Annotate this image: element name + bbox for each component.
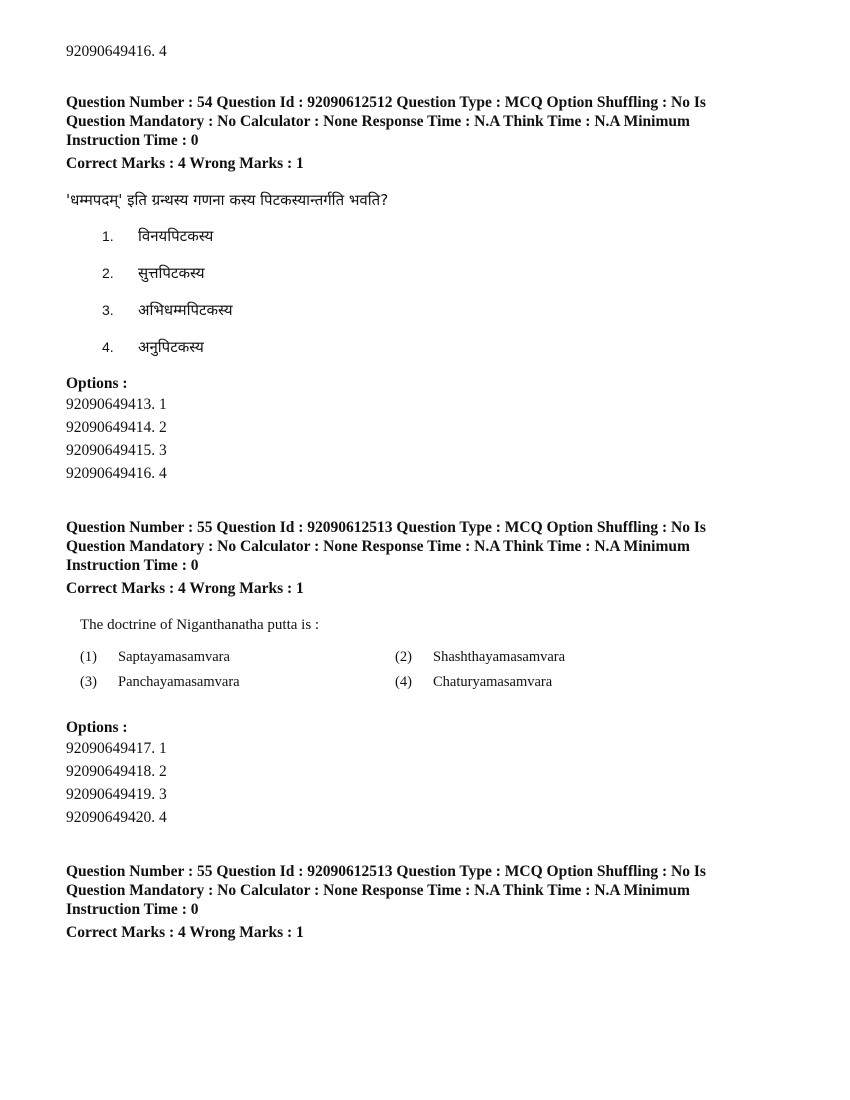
choice-text: अभिधम्मपिटकस्य — [138, 301, 233, 319]
q55-header-line-2: Question Mandatory : No Calculator : None Response Time : N.A Think Time : N.A Minimum — [66, 538, 690, 555]
choice-text: Chaturyamasamvara — [433, 674, 553, 690]
choice-text: सुत्तपिटकस्य — [138, 264, 205, 282]
q54-marks: Correct Marks : 4 Wrong Marks : 1 — [66, 155, 304, 172]
q54-choice-1 — [66, 218, 233, 255]
q54-options — [66, 374, 167, 485]
choice-number: 1. — [102, 228, 114, 244]
q55-repeat-header-line-3: Instruction Time : 0 — [66, 901, 199, 918]
top-answer-line: 92090649416. 4 — [66, 43, 167, 60]
q54-choice-3 — [66, 292, 233, 329]
choice-number: (2) — [395, 649, 412, 665]
q54-block — [66, 93, 706, 173]
q55-choices — [80, 649, 680, 701]
q54-options-label: Options : — [66, 375, 128, 392]
q54-option-2: 92090649414. 2 — [66, 419, 167, 436]
choice-text: Shashthayamasamvara — [433, 649, 566, 665]
q55-header-line-1: Question Number : 55 Question Id : 92090612513 Question Type : MCQ Option Shuffling : No Is — [66, 519, 706, 536]
q55-options-label: Options : — [66, 719, 128, 736]
q54-choices — [66, 218, 233, 366]
q55-option-1: 92090649417. 1 — [66, 740, 167, 757]
q55-option-2: 92090649418. 2 — [66, 763, 167, 780]
choice-text: विनयपिटकस्य — [138, 227, 214, 245]
q54-choice-2 — [66, 255, 233, 292]
choice-text: अनुपिटकस्य — [138, 338, 204, 356]
q55-repeat-header-line-2: Question Mandatory : No Calculator : None Response Time : N.A Think Time : N.A Minimum — [66, 882, 690, 899]
q55-repeat-block — [66, 862, 706, 942]
q55-choice-2 — [395, 649, 565, 666]
q54-option-4: 92090649416. 4 — [66, 465, 167, 482]
q55-options — [66, 718, 167, 829]
q54-question-text: 'धम्मपदम्' इति ग्रन्थस्य गणना कस्य पिटकस्यान्तर्गति भवति? — [66, 191, 389, 209]
q55-option-4: 92090649420. 4 — [66, 809, 167, 826]
choice-text: Panchayamasamvara — [118, 674, 240, 690]
q55-choice-4 — [395, 674, 552, 691]
q55-repeat-header-line-1: Question Number : 55 Question Id : 92090612513 Question Type : MCQ Option Shuffling : No Is — [66, 863, 706, 880]
q54-header-line-3: Instruction Time : 0 — [66, 132, 199, 149]
q55-choice-1 — [80, 649, 230, 666]
q54-header-line-2: Question Mandatory : No Calculator : None Response Time : N.A Think Time : N.A Minimum — [66, 113, 690, 130]
choice-number: 2. — [102, 265, 114, 281]
q54-option-1: 92090649413. 1 — [66, 396, 167, 413]
q55-choice-3 — [80, 674, 240, 691]
q55-option-3: 92090649419. 3 — [66, 786, 167, 803]
choice-number: 4. — [102, 339, 114, 355]
q54-header-line-1: Question Number : 54 Question Id : 92090612512 Question Type : MCQ Option Shuffling : No Is — [66, 94, 706, 111]
q54-choice-4 — [66, 329, 233, 366]
choice-number: 3. — [102, 302, 114, 318]
q55-block — [66, 518, 706, 598]
q54-option-3: 92090649415. 3 — [66, 442, 167, 459]
q55-repeat-marks: Correct Marks : 4 Wrong Marks : 1 — [66, 924, 304, 941]
choice-number: (3) — [80, 674, 97, 690]
choice-number: (1) — [80, 649, 97, 665]
choice-number: (4) — [395, 674, 412, 690]
q55-question-text: The doctrine of Niganthanatha putta is : — [80, 617, 320, 633]
choice-text: Saptayamasamvara — [118, 649, 230, 665]
q55-marks: Correct Marks : 4 Wrong Marks : 1 — [66, 580, 304, 597]
q55-header-line-3: Instruction Time : 0 — [66, 557, 199, 574]
